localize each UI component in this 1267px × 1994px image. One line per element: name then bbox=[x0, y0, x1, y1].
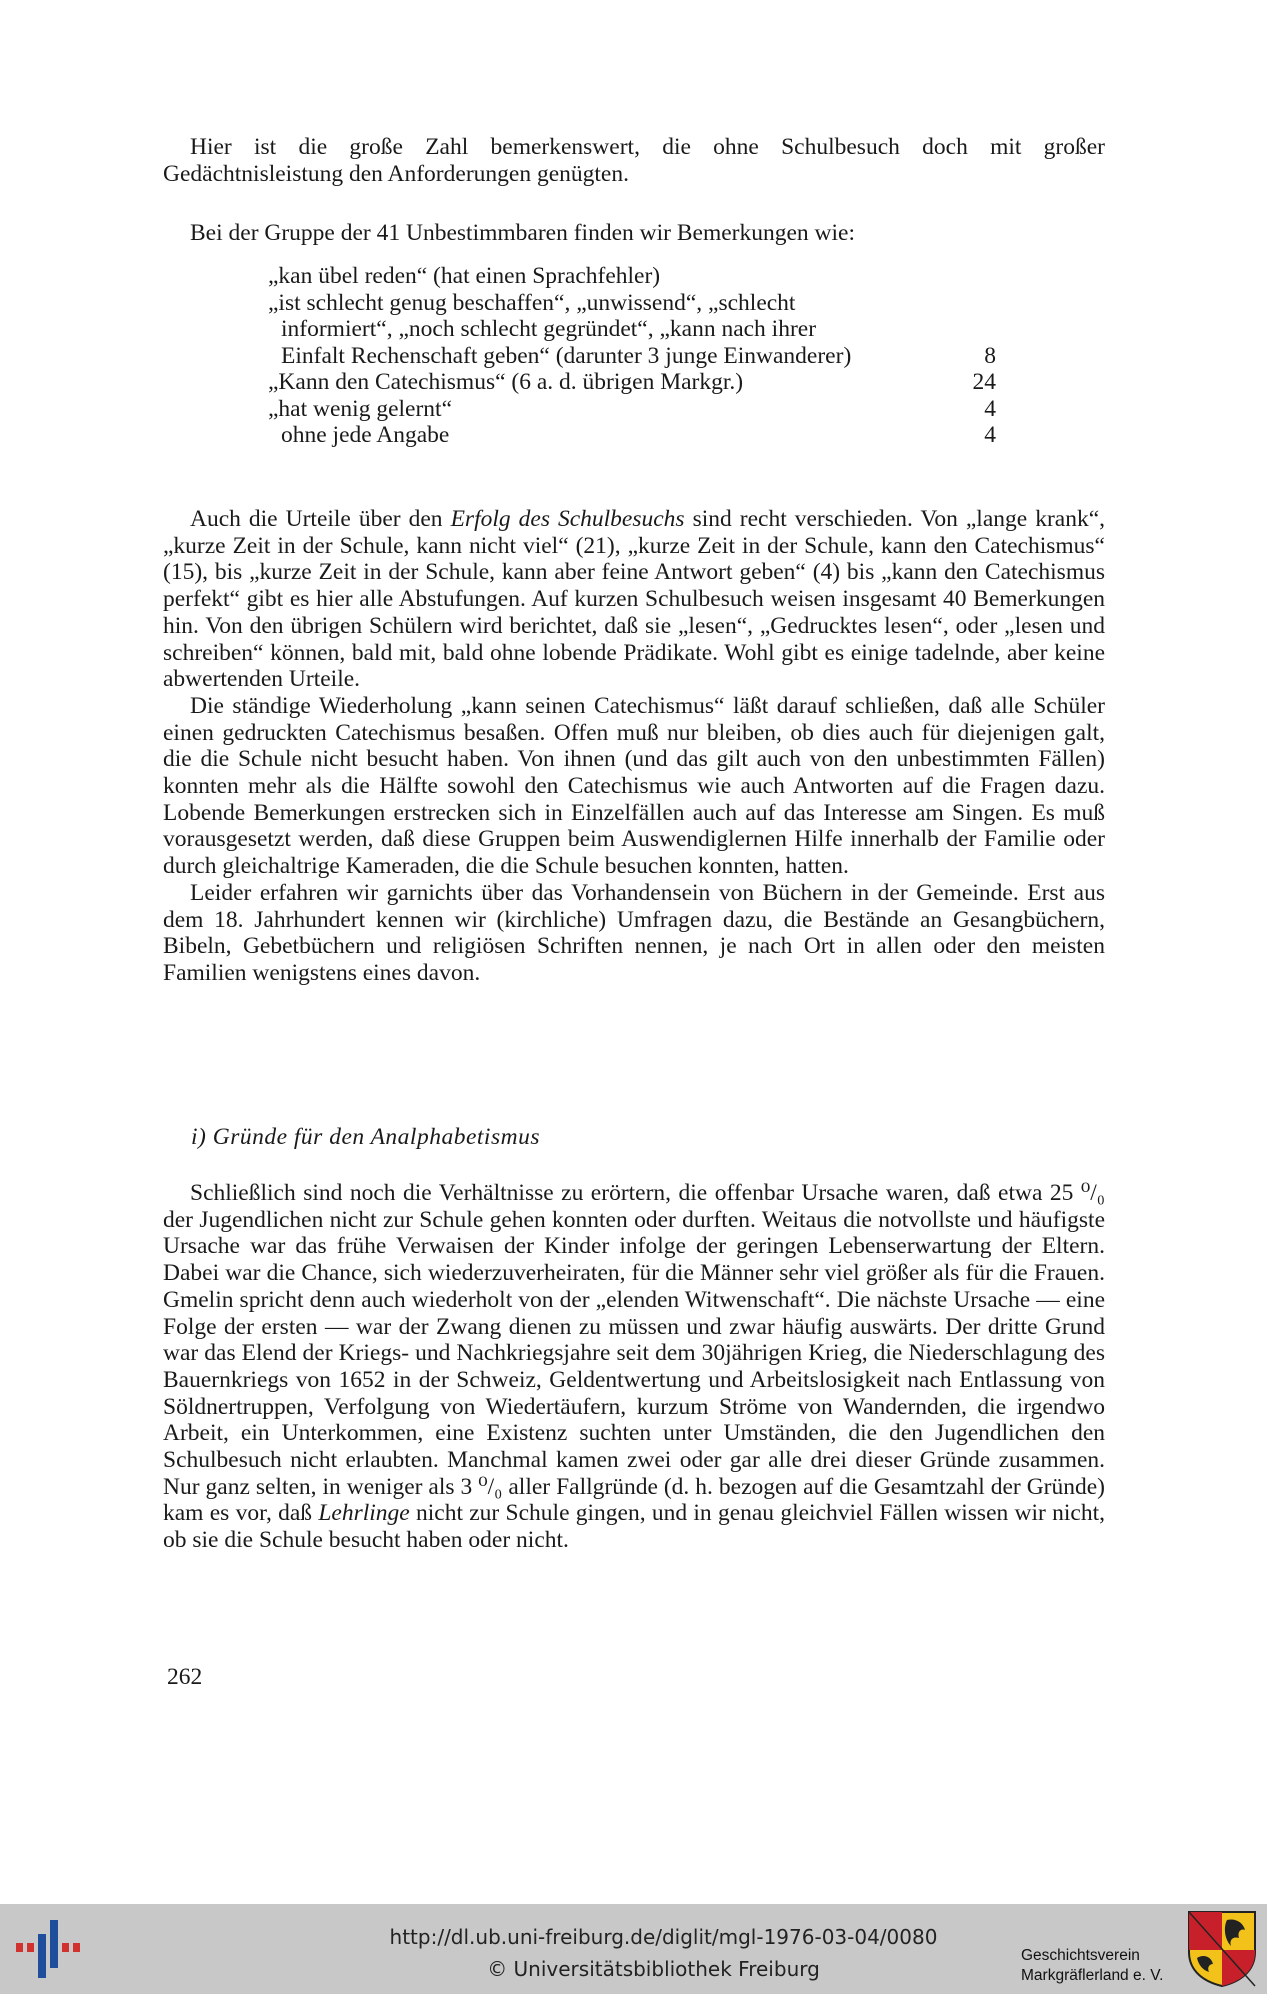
paragraph-gruende-rest: nicht zur Schule gingen, und in genau gleichviel Fällen wissen wir nicht, ob sie die Schule besucht haben oder nicht. bbox=[163, 1500, 1105, 1554]
paragraph-group: Bei der Gruppe der 41 Unbestimmbaren finden wir Bemerkungen wie: bbox=[190, 220, 855, 246]
society-name bbox=[1021, 1946, 1163, 1986]
quote-count: 4 bbox=[984, 422, 996, 448]
quote-text: Einfalt Rechenschaft geben“ (darunter 3 junge Einwanderer) bbox=[281, 342, 852, 369]
quote-row bbox=[268, 316, 996, 343]
paragraph-gruende bbox=[163, 1180, 1105, 1554]
quote-count: 24 bbox=[972, 369, 996, 395]
quote-row bbox=[268, 369, 996, 396]
footer-copyright: © Universitätsbibliothek Freiburg bbox=[487, 1957, 820, 1981]
quote-text: „hat wenig gelernt“ bbox=[268, 395, 452, 422]
section-heading: i) Gründe für den Analphabetismus bbox=[191, 1124, 540, 1150]
quote-list bbox=[268, 263, 996, 449]
coat-of-arms-icon bbox=[1187, 1910, 1257, 1988]
paragraph-erfolg-italic: Erfolg des Schulbesuchs bbox=[450, 506, 685, 532]
paragraph-gruende-italic: Lehrlinge bbox=[318, 1500, 410, 1527]
quote-text: „Kann den Catechismus“ (6 a. d. übrigen Markgr.) bbox=[268, 369, 744, 395]
paragraph-buecher: Leider erfahren wir garnichts über das Vorhandensein von Büchern in der Gemeinde. Erst aus dem 18. Jahrhundert kennen wir (kirchliche) Umfragen dazu, die Bestände an Gesangbüchern, Bibeln, Gebetbüchern und religiösen Schriften nennen, je nach Ort in allen oder den meisten Familien wenigstens eines davon. bbox=[163, 879, 1105, 986]
quote-row bbox=[268, 343, 996, 370]
quote-row bbox=[268, 263, 996, 290]
quote-row bbox=[268, 422, 996, 449]
society-name-line2: Markgräflerland e. V. bbox=[1021, 1967, 1164, 1984]
quote-text: informiert“, „noch schlecht gegründet“, „kann nach ihrer bbox=[281, 316, 817, 342]
gruende-block bbox=[163, 1180, 1105, 1554]
society-name-line1: Geschichtsverein bbox=[1021, 1947, 1140, 1964]
page-number: 262 bbox=[167, 1664, 203, 1690]
group-paragraph-block bbox=[163, 220, 1105, 247]
body-paragraphs bbox=[163, 506, 1105, 987]
quote-text: „kan übel reden“ (hat einen Sprachfehler) bbox=[268, 263, 661, 289]
quote-text: ohne jede Angabe bbox=[281, 422, 450, 448]
quote-row bbox=[268, 396, 996, 423]
quote-count: 4 bbox=[984, 395, 996, 422]
intro-paragraph bbox=[163, 134, 1105, 187]
quote-count: 8 bbox=[984, 342, 996, 369]
paragraph-erfolg-start: Auch die Urteile über den bbox=[190, 506, 451, 532]
paragraph-wiederholung: Die ständige Wiederholung „kann seinen Catechismus“ läßt darauf schließen, daß alle Schüler einen gedruckten Catechismus besaßen. Offen muß nur bleiben, ob dies auch für diejenigen galt, die die Schule nicht besucht haben. Von ihnen (und das gilt auch von den unbestimmten Fällen) konnten mehr als die Hälfte sowohl den Catechismus wie auch Antworten auf die Fragen dazu. Lobende Bemerkungen erstrecken sich in Einzelfällen auch auf das Interesse am Singen. Es muß vorausgesetzt werden, daß diese Gruppen beim Auswendiglernen Hilfe innerhalb der Familie oder durch gleichaltrige Kameraden, die die Schule besuchen konnten, hatten. bbox=[163, 692, 1105, 880]
paragraph-erfolg-rest: sind recht verschieden. Von „lange krank“, „kurze Zeit in der Schule, kann nicht viel“ (21), „kurze Zeit in der Schule, kann den Catechismus“ (15), bis „kurze Zeit in der Schule, kann aber feine Antwort geben“ (4) bis „kann den Catechismus perfekt“ gibt es hier alle Abstufungen. Auf kurzen Schulbesuch weisen insgesamt 40 Bemerkungen hin. Von den übrigen Schülern wird berichtet, daß sie „lesen“, „Gedrucktes lesen“, oder „lesen und schreiben“ können, bald mit, bald ohne lobende Prädikate. Wohl gibt es einige tadelnde, aber keine abwertenden Urteile. bbox=[163, 506, 1106, 693]
footer-url-link[interactable]: http://dl.ub.uni-freiburg.de/diglit/mgl-1976-03-04/0080 bbox=[389, 1925, 938, 1949]
paragraph-gruende-start: Schließlich sind noch die Verhältnisse zu erörtern, die offenbar Ursache waren, daß etwa 25 ⁰/₀ der Jugendlichen nicht zur Schule gehen konnten oder durften. Weitaus die notvollste und häufigste Ursache war das frühe Verwaisen der Kinder infolge der geringen Lebenserwartung der Eltern. Dabei war die Chance, sich wiederzuverheiraten, für die Männer sehr viel größer als für die Frauen. Gmelin spricht denn auch wiederholt von der „elenden Witwenschaft“. Die nächste Ursache — eine Folge der ersten — war der Zwang dienen zu müssen und zwar häufig auswärts. Der dritte Grund war das Elend der Kriegs- und Nachkriegsjahre seit dem 30jährigen Krieg, die Niederschlagung des Bauernkriegs von 1652 in der Schweiz, Geldentwertung und Arbeitslosigkeit nach Entlassung von Söldnertruppen, Verfolgung von Wiedertäufern, kurzum Ströme von Wandernden, die irgendwo Arbeit, ein Unterkommen, eine Existenz suchten unter Umständen, die den Jugendlichen den Schulbesuch nicht erlaubten. Manchmal kamen zwei oder gar alle drei dieser Gründe zusammen. Nur ganz selten, in weniger als 3 ⁰/₀ aller Fallgründe (d. h. bezogen auf die Gesamtzahl der Gründe) kam es vor, daß bbox=[163, 1180, 1105, 1527]
quote-row bbox=[268, 290, 996, 317]
paragraph-erfolg bbox=[163, 506, 1105, 693]
quote-text: „ist schlecht genug beschaffen“, „unwissend“, „schlecht bbox=[268, 289, 796, 316]
paragraph-intro: Hier ist die große Zahl bemerkenswert, die ohne Schulbesuch doch mit großer Gedächtnisleistung den Anforderungen genügten. bbox=[163, 134, 1105, 187]
